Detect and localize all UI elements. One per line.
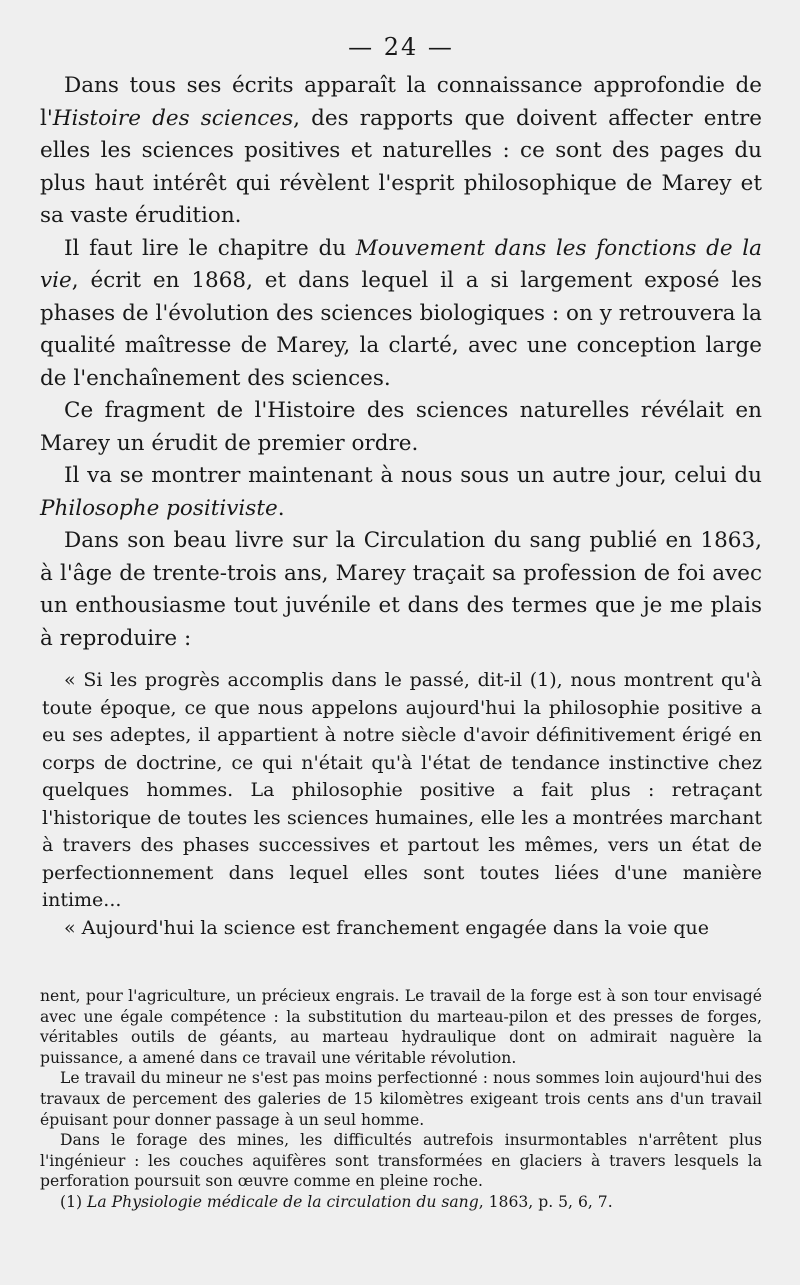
paragraph-1-text-c: , des rapports que doivent affecter entre elles les sciences positives et naturelles : ce sont des pages du plus haut intérêt qui révèlent l'esprit philosophique de Marey et sa vaste érudition. (40, 105, 762, 228)
footnote-marker: (1) (60, 1192, 88, 1211)
paragraph-2-italic: Mouvement dans les fonctions de la vie (40, 235, 762, 293)
paragraph-1-text-a: Dans tous ses écrits apparaît la connaissance approfondie de l' (40, 73, 762, 131)
block-quote (40, 667, 762, 942)
page-number: — 24 — (348, 33, 454, 61)
paragraph-3: Ce fragment de l'Histoire des sciences naturelles révélait en Marey un érudit de premier ordre. (40, 398, 762, 456)
paragraph-2-text-c: , écrit en 1868, et dans lequel il a si largement exposé les phases de l'évolution des sciences biologiques : on y retrouvera la qualité maîtresse de Marey, la clarté, avec une conception large de l'enchaînement des sciences. (40, 268, 762, 391)
footnote-reference (40, 1192, 762, 1213)
footnote-paragraph-1: Le travail du mineur ne s'est pas moins perfectionné : nous sommes loin aujourd'hui des travaux de percement des galeries de 15 kilomètres exigeant trois cents ans d'un travail épuisant pour donner passage à un seul homme. (40, 1069, 762, 1129)
paragraph-5: Dans son beau livre sur la Circulation du sang publié en 1863, à l'âge de trente-trois ans, Marey traçait sa profession de foi avec un enthousiasme tout juvénile et dans des termes que je me plais à reproduire : (40, 528, 762, 651)
paragraph-1 (40, 70, 762, 233)
paragraph-4 (40, 460, 762, 525)
footnotes (40, 986, 762, 1213)
quote-paragraph-2: « Aujourd'hui la science est franchement engagée dans la voie que (64, 916, 710, 939)
paragraph-2-text-a: Il faut lire le chapitre du (64, 235, 356, 261)
paragraph-4-text-a: Il va se montrer maintenant à nous sous un autre jour, celui du (64, 463, 762, 488)
main-text (40, 70, 762, 655)
footnote-continuation: nent, pour l'agriculture, un précieux engrais. Le travail de la forge est à son tour envisagé avec une égale compétence : la substitution du marteau-pilon et des presses de forges, véritables outils de géants, au marteau hydraulique dont on admirait naguère la puissance, a amené dans ce travail une véritable révolution. (40, 987, 762, 1067)
paragraph-1-italic: Histoire des sciences (52, 105, 294, 131)
footnote-paragraph-2: Dans le forage des mines, les difficultés autrefois insurmontables n'arrêtent plus l'ingénieur : les couches aquifères sont transformées en glaciers à travers lesquels la perforation poursuit son œuvre comme en pleine roche. (40, 1131, 762, 1191)
paragraph-4-italic: Philosophe positiviste (40, 495, 278, 521)
footnote-title: La Physiologie médicale de la circulation du sang (87, 1192, 479, 1211)
footnote-citation: , 1863, p. 5, 6, 7. (478, 1192, 613, 1211)
paragraph-2 (40, 233, 762, 396)
paragraph-4-text-c: . (277, 495, 285, 521)
quote-paragraph-1: « Si les progrès accomplis dans le passé, dit-il (1), nous montrent qu'à toute époque, ce que nous appelons aujourd'hui la philosophie positive a eu ses adeptes, il appartient à notre siècle d'avoir définitivement érigé en corps de doctrine, ce qui n'était qu'à l'état de tendance instinctive chez quelques hommes. La philosophie positive a fait plus : retraçant l'historique de toutes les sciences humaines, elle les a montrées marchant à travers des phases successives et partout les mêmes, vers un état de perfectionnement dans lequel elles sont toutes liées d'une manière intime... (42, 669, 762, 911)
